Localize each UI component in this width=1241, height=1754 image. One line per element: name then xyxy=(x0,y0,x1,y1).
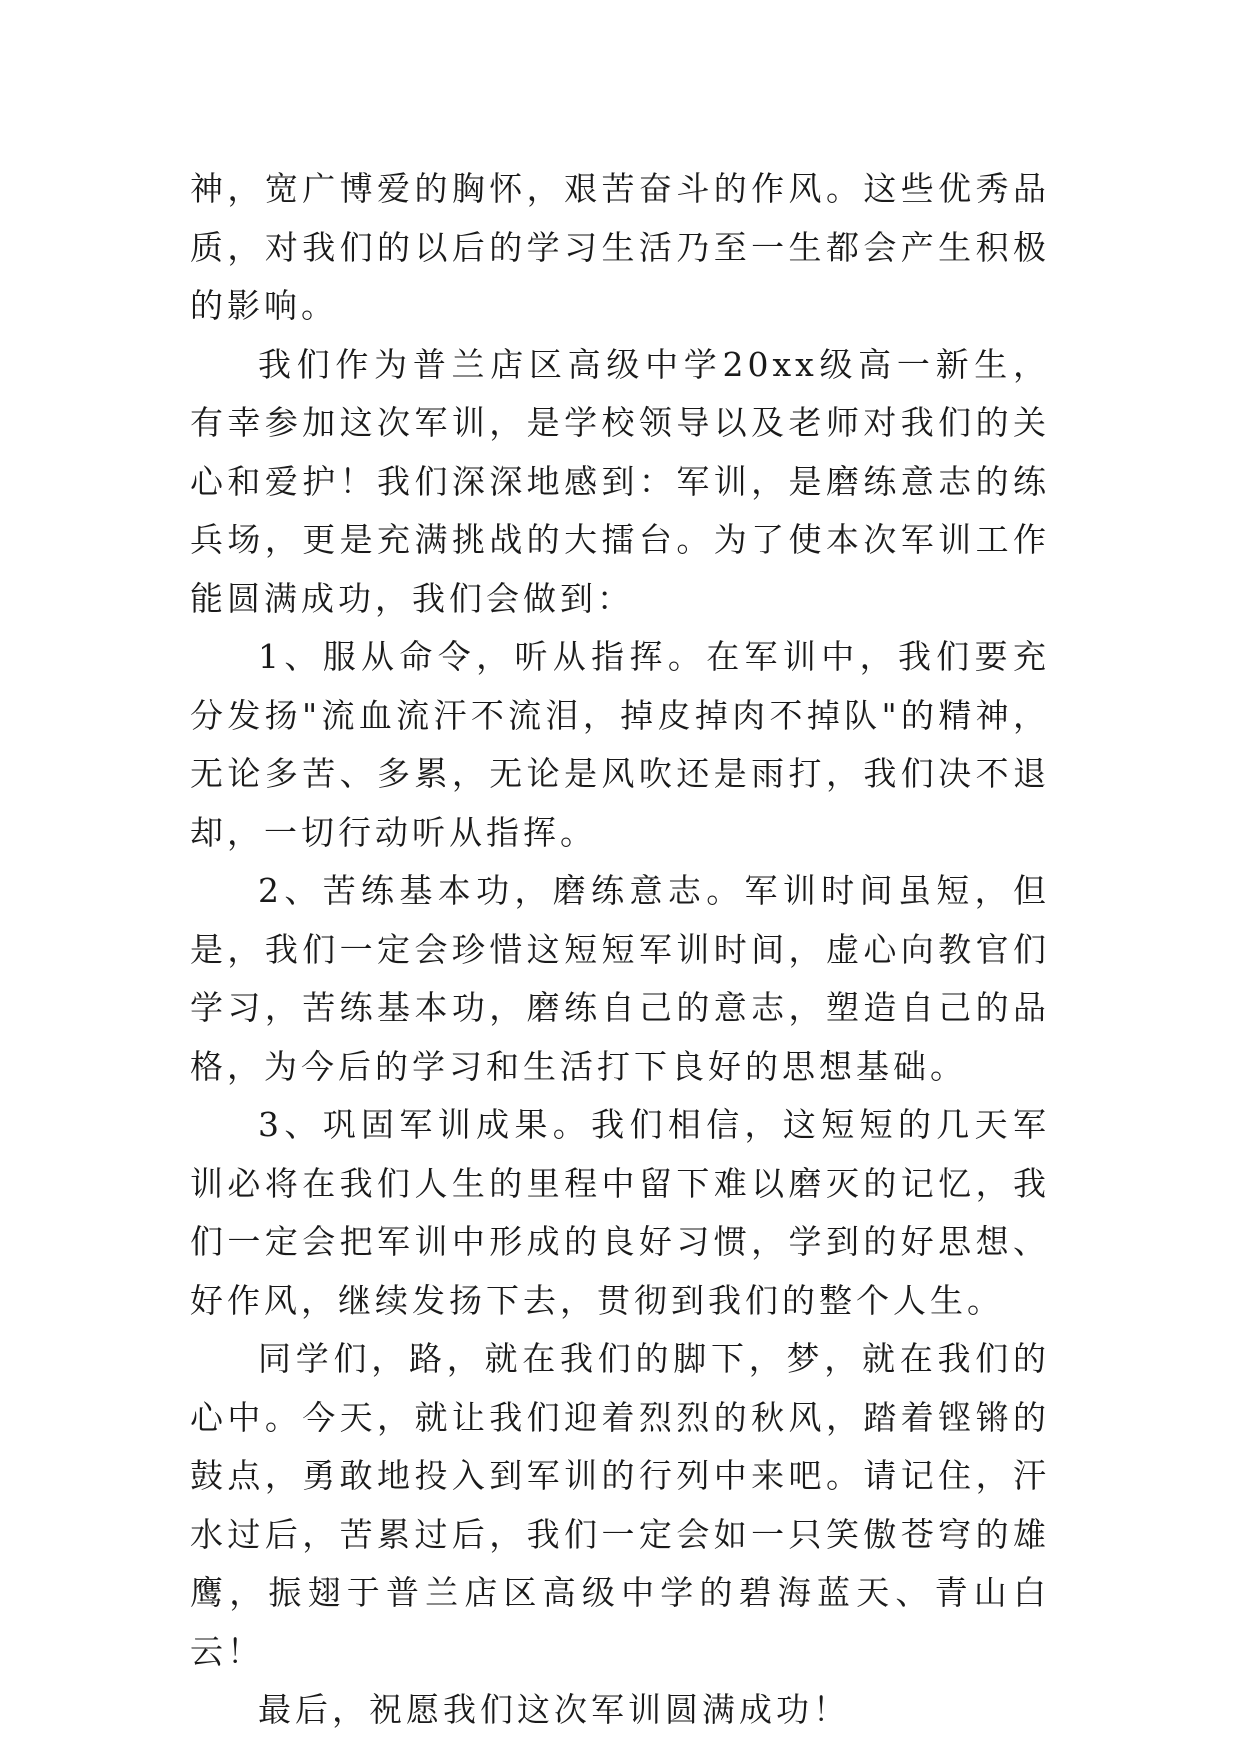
paragraph-call-to-action: 同学们，路，就在我们的脚下，梦，就在我们的心中。今天，就让我们迎着烈烈的秋风，踏着铿锵的鼓点，勇敢地投入到军训的行列中来吧。请记住，汗水过后，苦累过后，我们一定会如一只笑傲苍穹的雄鹰，振翅于普兰店区高级中学的碧海蓝天、青山白云！ xyxy=(190,1339,1050,1671)
paragraph-point-1: 1、服从命令，听从指挥。在军训中，我们要充分发扬"流血流汗不流泪，掉皮掉肉不掉队"的精神，无论多苦、多累，无论是风吹还是雨打，我们决不退却，一切行动听从指挥。 xyxy=(190,637,1050,852)
paragraph-continuation: 神，宽广博爱的胸怀，艰苦奋斗的作风。这些优秀品质，对我们的以后的学习生活乃至一生都会产生积极的影响。 xyxy=(190,169,1050,325)
paragraph-point-2: 2、苦练基本功，磨练意志。军训时间虽短，但是，我们一定会珍惜这短短军训时间，虚心向教官们学习，苦练基本功，磨练自己的意志，塑造自己的品格，为今后的学习和生活打下良好的思想基础。 xyxy=(190,871,1050,1086)
document-body xyxy=(190,160,1050,1740)
paragraph-introduction: 我们作为普兰店区高级中学20xx级高一新生，有幸参加这次军训，是学校领导以及老师对我们的关心和爱护！我们深深地感到：军训，是磨练意志的练兵场，更是充满挑战的大擂台。为了使本次军训工作能圆满成功，我们会做到： xyxy=(190,344,1050,618)
paragraph-point-3: 3、巩固军训成果。我们相信，这短短的几天军训必将在我们人生的里程中留下难以磨灭的记忆，我们一定会把军训中形成的良好习惯，学到的好思想、好作风，继续发扬下去，贯彻到我们的整个人生。 xyxy=(190,1105,1050,1320)
paragraph-closing: 最后，祝愿我们这次军训圆满成功！ xyxy=(258,1690,850,1729)
